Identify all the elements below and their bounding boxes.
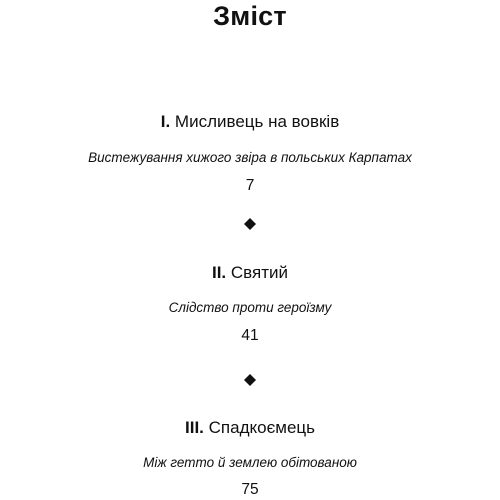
chapter-page-number: 41	[241, 327, 259, 344]
chapter-numeral: I.	[160, 112, 171, 131]
chapter-heading	[0, 112, 500, 132]
page-title: Зміст	[213, 1, 287, 31]
chapter-heading	[0, 418, 500, 438]
chapter-numeral: II.	[211, 263, 227, 282]
diamond-icon	[244, 374, 256, 386]
chapter-page-number: 7	[245, 177, 255, 194]
chapter-subtitle: Слідство проти героїзму	[168, 300, 332, 315]
chapter-title: Мисливець на вовків	[174, 112, 340, 131]
chapter-heading	[0, 263, 500, 283]
chapter-title: Святий	[230, 263, 288, 282]
chapter-page-number: 75	[241, 481, 259, 498]
chapter-subtitle: Між гетто й землею обітованою	[143, 455, 357, 470]
chapter-numeral: III.	[185, 418, 204, 437]
diamond-icon	[244, 218, 256, 230]
chapter-title: Спадкоємець	[208, 418, 315, 437]
chapter-subtitle: Вистежування хижого звіра в польських Карпатах	[88, 150, 412, 165]
